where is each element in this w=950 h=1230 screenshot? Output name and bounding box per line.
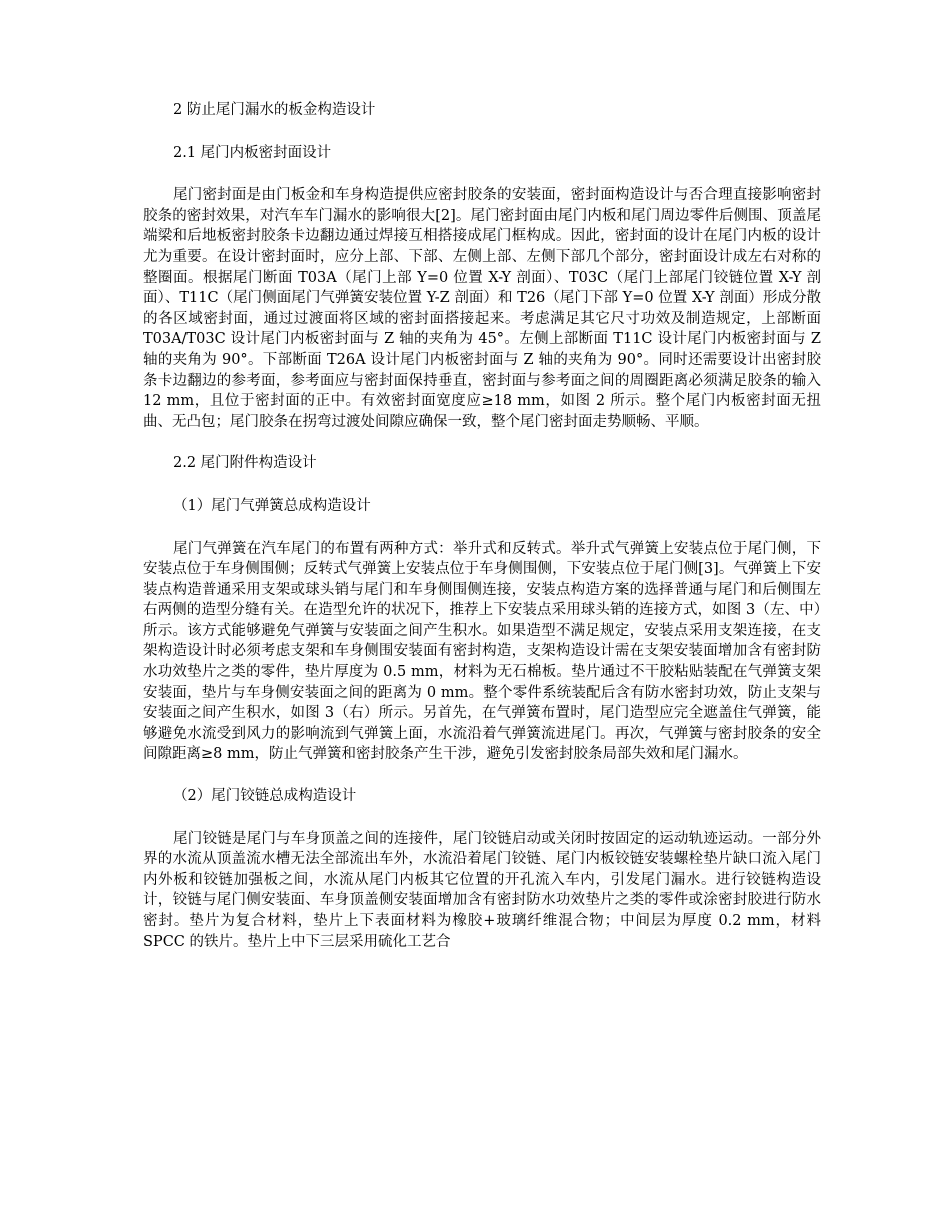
paragraph-sealing-surface: 尾门密封面是由门板金和车身构造提供应密封胶条的安装面，密封面构造设计与否合理直接影响密封胶条的密封效果，对汽车车门漏水的影响很大[2]。尾门密封面由尾门内板和尾门周边零件后侧围、顶盖尾端梁和后地板密封胶条卡边翻边通过焊接互相搭接成尾门框构成。因此，密封面的设计在尾门内板的设计尤为重要。在设计密封面时，应分上部、下部、左侧上部、左侧下部几个部分，密封面设计成左右对称的整圈面。根据尾门断面 T03A（尾门上部 Y=0 位置 X-Y 剖面）、T03C（尾门上部尾门铰链位置 X-Y 剖面）、T11C（尾门侧面尾门气弹簧安装位置 Y-Z 剖面）和 T26（尾门下部 Y=0 位置 X-Y 剖面）形成分散的各区域密封面，通过过渡面将区域的密封面搭接起来。考虑满足其它尺寸功效及制造规定，上部断面 T03A/T03C 设计尾门内板密封面与 Z 轴的夹角为 45°。左侧上部断面 T11C 设计尾门内板密封面与 Z 轴的夹角为 90°。下部断面 T26A 设计尾门内板密封面与 Z 轴的夹角为 90°。同时还需要设计出密封胶条卡边翻边的参考面，参考面应与密封面保持垂直，密封面与参考面之间的周圈距离必须满足胶条的输入 12 mm，且位于密封面的正中。有效密封面宽度应≥18 mm，如图 2 所示。整个尾门内板密封面无扭曲、无凸包；尾门胶条在拐弯过渡处间隙应确保一致，整个尾门密封面走势顺畅、平顺。 (143, 187, 821, 430)
spacer (143, 474, 821, 496)
spacer (143, 163, 821, 185)
section-heading-2-1: 2.1 尾门内板密封面设计 (173, 144, 332, 161)
spacer (143, 807, 821, 829)
spacer (143, 517, 821, 539)
paragraph-gas-spring: 尾门气弹簧在汽车尾门的布置有两种方式：举升式和反转式。举升式气弹簧上安装点位于尾门侧，下安装点位于车身侧围侧；反转式气弹簧上安装点位于车身侧围侧，下安装点位于尾门侧[3]。气弹簧上下安装点构造普通采用支架或球头销与尾门和车身侧围侧连接，安装点构造方案的选择普通与尾门和后侧围左右两侧的造型分缝有关。在造型允许的状况下，推荐上下安装点采用球头销的连接方式，如图 3（左、中）所示。该方式能够避免气弹簧与安装面之间产生积水。如果造型不满足规定，安装点采用支架连接，在支架构造设计时必须考虑支架和车身侧围安装面有密封构造，支架构造设计需在支架安装面增加含有密封防水功效垫片之类的零件，垫片厚度为 0.5 mm，材料为无石棉板。垫片通过不干胶粘贴装配在气弹簧支架安装面，垫片与车身侧安装面之间的距离为 0 mm。整个零件系统装配后含有防水密封功效，防止支架与安装面之间产生积水，如图 3（右）所示。另首先，在气弹簧布置时，尾门造型应完全遮盖住气弹簧，能够避免水流受到风力的影响流到气弹簧上面，水流沿着气弹簧流进尾门。再次，气弹簧与密封胶条的安全间隙距离≥8 mm，防止气弹簧和密封胶条产生干涉，避免引发密封胶条局部失效和尾门漏水。 (143, 540, 821, 763)
section-heading-2: 2 防止尾门漏水的板金构造设计 (173, 102, 376, 118)
spacer (143, 765, 821, 786)
subsection-heading-gas-spring: （1）尾门气弹簧总成构造设计 (173, 497, 371, 514)
section-heading-2-2: 2.2 尾门附件构造设计 (173, 455, 317, 472)
subsection-heading-hinge: （2）尾门铰链总成构造设计 (173, 788, 357, 805)
spacer (143, 432, 821, 453)
paragraph-hinge: 尾门铰链是尾门与车身顶盖之间的连接件，尾门铰链启动或关闭时按固定的运动轨迹运动。一部分外界的水流从顶盖流水槽无法全部流出车外，水流沿着尾门铰链、尾门内板铰链安装螺栓垫片缺口流入尾门内外板和铰链加强板之间，水流从尾门内板其它位置的开孔流入车内，引发尾门漏水。进行铰链构造设计，铰链与尾门侧安装面、车身顶盖侧安装面增加含有密封防水功效垫片之类的零件或涂密封胶进行防水密封。垫片为复合材料，垫片上下表面材料为橡胶+玻璃纤维混合物；中间层为厚度 0.2 mm，材料 SPCC 的铁片。垫片上中下三层采用硫化工艺合 (143, 830, 821, 950)
spacer (143, 121, 821, 143)
document-page (143, 100, 821, 952)
